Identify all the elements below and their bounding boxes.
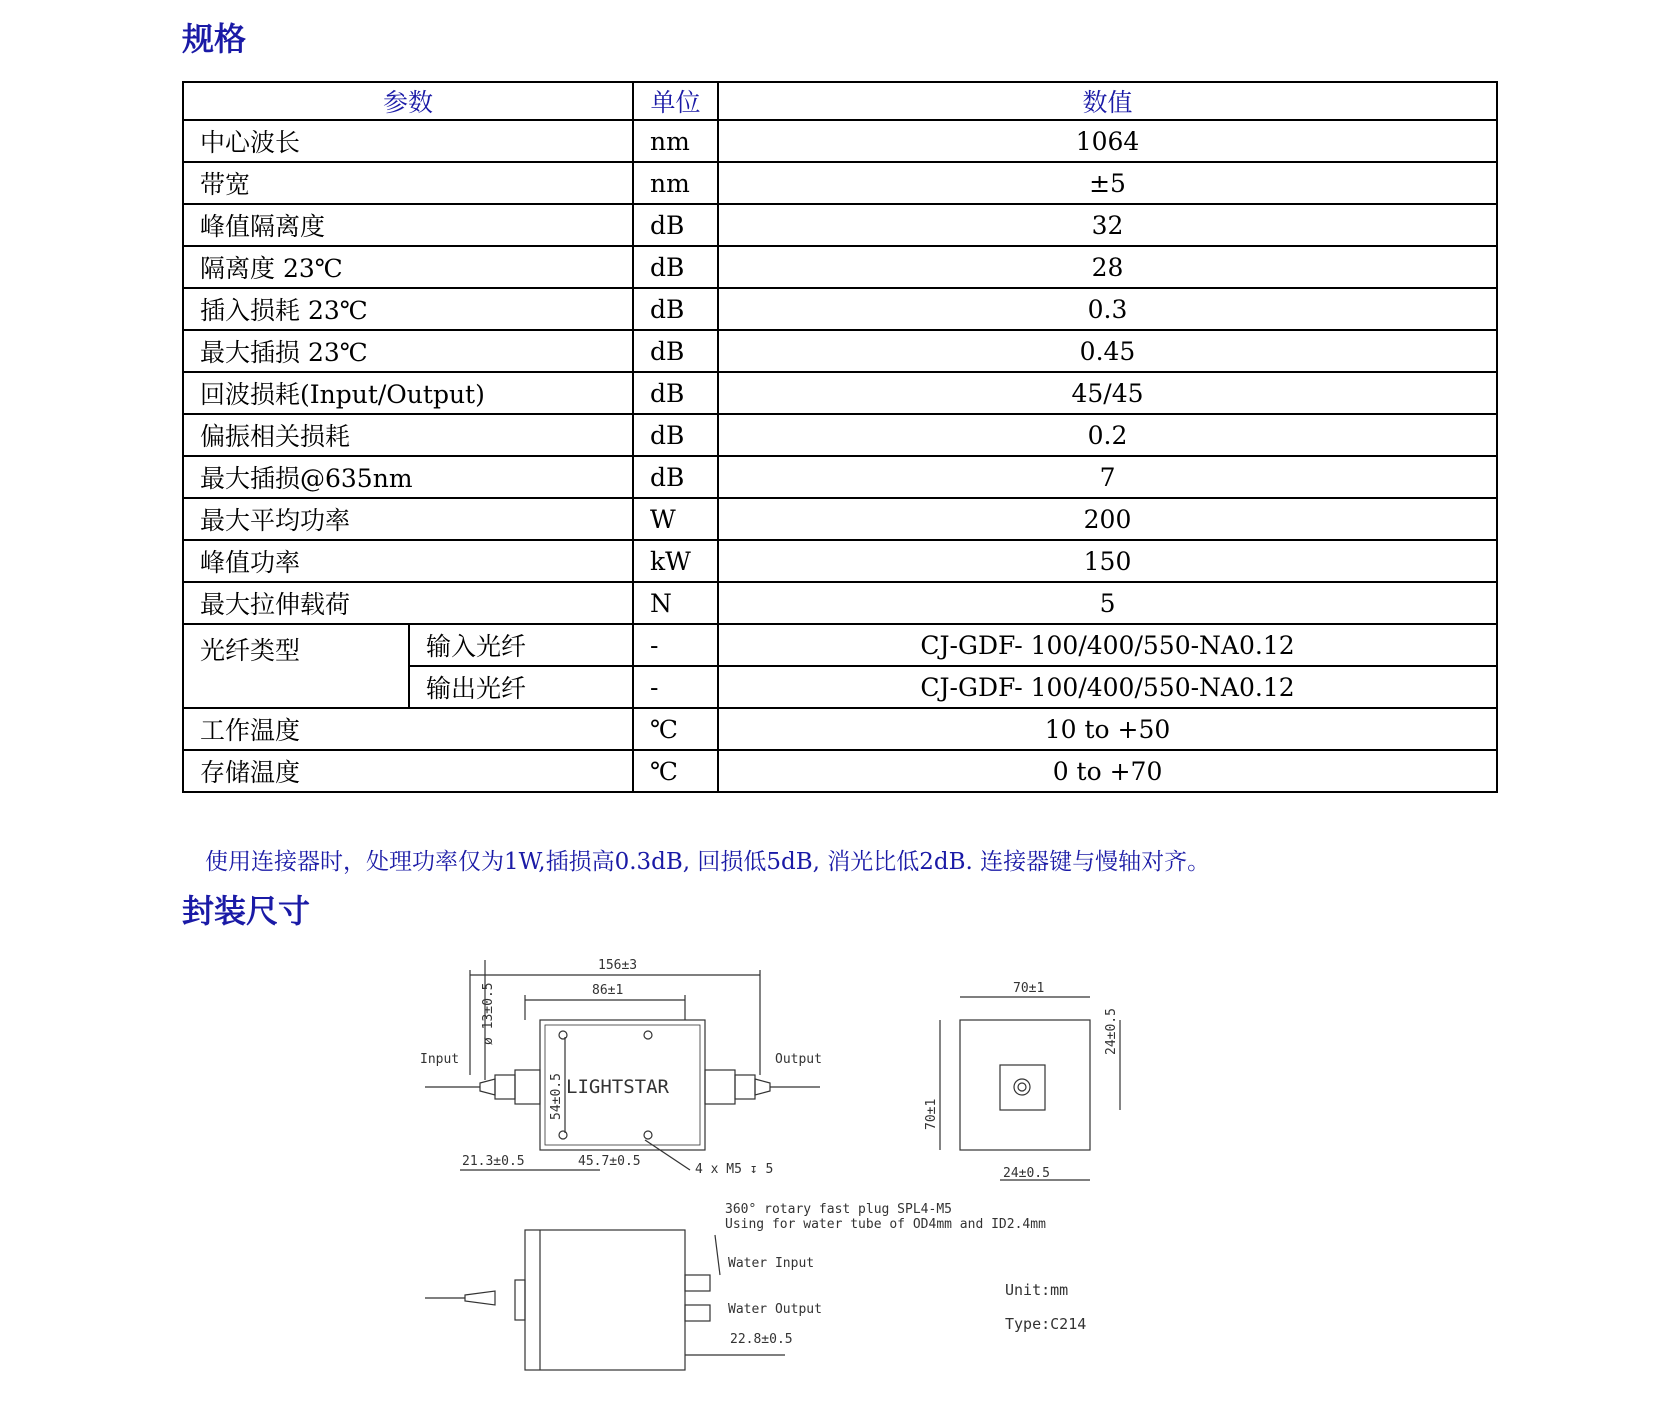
unit-cell: dB [633, 372, 718, 414]
brand-logo-text: LIGHTSTAR [566, 1076, 669, 1098]
value-cell: CJ-GDF- 100/400/550-NA0.12 [718, 624, 1497, 666]
unit-cell: dB [633, 288, 718, 330]
value-cell: 150 [718, 540, 1497, 582]
table-row [183, 456, 1497, 498]
unit-cell: dB [633, 330, 718, 372]
value-cell: 5 [718, 582, 1497, 624]
unit-cell: nm [633, 120, 718, 162]
unit-cell: dB [633, 204, 718, 246]
connector-note: 使用连接器时，处理功率仅为1W,插损高0.3dB, 回损低5dB, 消光比低2dB. 连接器键与慢轴对齐。 [205, 849, 1211, 875]
param-cell: 工作温度 [183, 708, 633, 750]
unit-cell: ℃ [633, 708, 718, 750]
table-row [183, 204, 1497, 246]
side-width: 70±1 [1013, 981, 1045, 996]
side-offset-v: 24±0.5 [1104, 1008, 1119, 1055]
table-row [183, 246, 1497, 288]
label-output: Output [775, 1052, 822, 1067]
value-cell: 32 [718, 204, 1497, 246]
unit-cell: dB [633, 456, 718, 498]
bottom-view-body [525, 1230, 685, 1370]
value-cell: CJ-GDF- 100/400/550-NA0.12 [718, 666, 1497, 708]
spec-section-title: 规格 [182, 20, 247, 58]
value-cell: 0.3 [718, 288, 1497, 330]
unit-cell: kW [633, 540, 718, 582]
plug-line-1: 360° rotary fast plug SPL4-M5 [725, 1202, 952, 1217]
plug-line-2: Using for water tube of OD4mm and ID2.4mm [725, 1217, 1046, 1232]
param-cell: 最大插损@635nm [183, 456, 633, 498]
unit-cell: nm [633, 162, 718, 204]
param-cell: 隔离度 23℃ [183, 246, 633, 288]
value-cell: ±5 [718, 162, 1497, 204]
table-row [183, 540, 1497, 582]
param-cell: 峰值隔离度 [183, 204, 633, 246]
param-cell: 中心波长 [183, 120, 633, 162]
fiber-type-cell: 光纤类型 [183, 624, 409, 708]
side-height: 70±1 [924, 1098, 939, 1130]
value-cell: 0.45 [718, 330, 1497, 372]
param-cell: 最大拉伸载荷 [183, 582, 633, 624]
table-row [183, 120, 1497, 162]
param-cell: 最大插损 23℃ [183, 330, 633, 372]
dim-water: 22.8±0.5 [730, 1332, 793, 1347]
param-cell: 插入损耗 23℃ [183, 288, 633, 330]
dim-hole: 45.7±0.5 [578, 1154, 641, 1169]
unit-cell: W [633, 498, 718, 540]
package-drawing [420, 945, 1200, 1385]
dim-diameter: ø 13±0.5 [481, 982, 496, 1045]
table-row [183, 414, 1497, 456]
output-fiber-label: 输出光纤 [409, 666, 633, 708]
dim-total-length: 156±3 [598, 958, 638, 973]
hole-spec: 4 x M5 ↧ 5 [695, 1162, 774, 1177]
unit-cell: N [633, 582, 718, 624]
dim-height: 54±0.5 [549, 1073, 564, 1120]
table-row [183, 162, 1497, 204]
table-row [183, 330, 1497, 372]
table-header-row [183, 82, 1497, 120]
dim-body-length: 86±1 [592, 983, 624, 998]
value-cell: 1064 [718, 120, 1497, 162]
package-section-title: 封装尺寸 [182, 892, 311, 930]
value-cell: 7 [718, 456, 1497, 498]
param-cell: 回波损耗(Input/Output) [183, 372, 633, 414]
value-cell: 0.2 [718, 414, 1497, 456]
param-cell: 存储温度 [183, 750, 633, 792]
unit-cell: - [633, 624, 718, 666]
param-cell: 带宽 [183, 162, 633, 204]
unit-label: Unit:mm [1005, 1281, 1069, 1299]
value-cell: 45/45 [718, 372, 1497, 414]
unit-cell: ℃ [633, 750, 718, 792]
water-input: Water Input [728, 1256, 815, 1271]
param-cell: 偏振相关损耗 [183, 414, 633, 456]
table-row [183, 498, 1497, 540]
unit-cell: - [633, 666, 718, 708]
dim-left: 21.3±0.5 [462, 1154, 525, 1169]
table-row [183, 288, 1497, 330]
table-row [183, 372, 1497, 414]
table-row [183, 750, 1497, 792]
table-row [183, 708, 1497, 750]
label-input: Input [420, 1052, 460, 1067]
input-fiber-label: 输入光纤 [409, 624, 633, 666]
unit-cell: dB [633, 246, 718, 288]
header-param: 参数 [183, 82, 633, 120]
side-offset-h: 24±0.5 [1003, 1166, 1050, 1181]
table-row [183, 624, 1497, 666]
value-cell: 200 [718, 498, 1497, 540]
header-unit: 单位 [633, 82, 718, 120]
water-output: Water Output [728, 1302, 822, 1317]
value-cell: 10 to +50 [718, 708, 1497, 750]
table-row [183, 582, 1497, 624]
value-cell: 28 [718, 246, 1497, 288]
unit-cell: dB [633, 414, 718, 456]
type-label: Type:C214 [1005, 1315, 1087, 1333]
value-cell: 0 to +70 [718, 750, 1497, 792]
param-cell: 峰值功率 [183, 540, 633, 582]
spec-table [182, 81, 1498, 793]
param-cell: 最大平均功率 [183, 498, 633, 540]
header-value: 数值 [718, 82, 1497, 120]
